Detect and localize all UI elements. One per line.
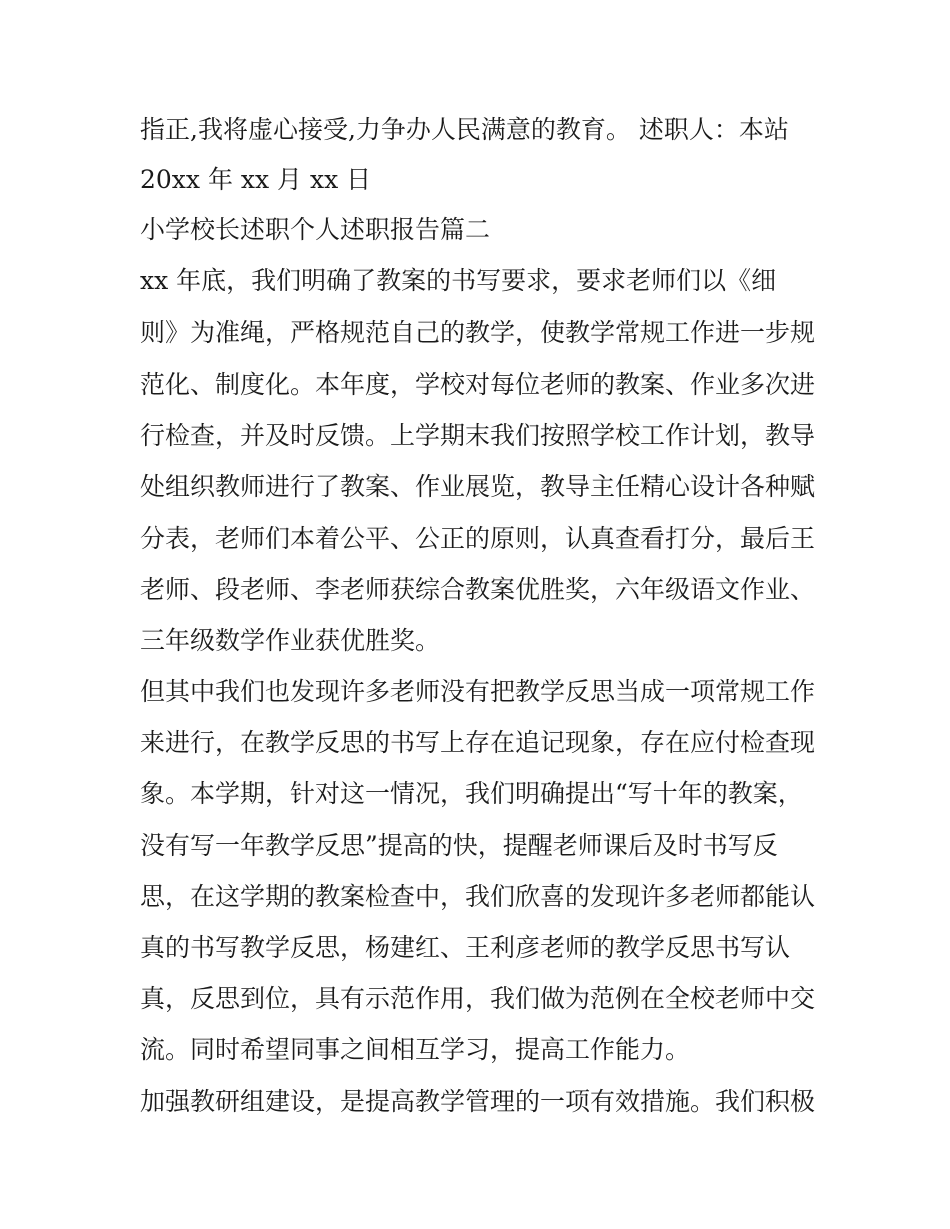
text-line: 流。同时希望同事之间相互学习，提高工作能力。: [140, 1035, 691, 1064]
text-line: 老师、段老师、李老师获综合教案优胜奖，六年级语文作业、: [140, 575, 816, 604]
text-line: 范化、制度化。本年度，学校对每位老师的教案、作业多次进: [140, 370, 816, 399]
text-line: 加强教研组建设，是提高教学管理的一项有效措施。我们积极: [140, 1087, 816, 1116]
text-line-closing: 指正,我将虚心接受,力争办人民满意的教育。 述职人：本站: [140, 115, 789, 144]
section-heading: 小学校长述职个人述职报告篇二: [140, 215, 491, 244]
text-line: 思，在这学期的教案检查中，我们欣喜的发现许多老师都能认: [140, 882, 816, 911]
text-line-date: 20xx 年 xx 月 xx 日: [140, 165, 372, 194]
text-line: 象。本学期，针对这一情况，我们明确提出“写十年的教案，: [140, 779, 803, 808]
text-line: 分表，老师们本着公平、公正的原则，认真查看打分，最后王: [140, 524, 816, 553]
text-line: xx 年底，我们明确了教案的书写要求，要求老师们以《细: [140, 266, 777, 295]
text-line: 行检查，并及时反馈。上学期末我们按照学校工作计划，教导: [140, 421, 816, 450]
text-line: 三年级数学作业获优胜奖。: [140, 626, 441, 655]
text-line: 真的书写教学反思，杨建红、王利彦老师的教学反思书写认: [140, 933, 791, 962]
text-line: 没有写一年教学反思”提高的快，提醒老师课后及时书写反: [140, 831, 778, 860]
text-line: 则》为准绳，严格规范自己的教学，使教学常规工作进一步规: [140, 318, 816, 347]
text-line: 真，反思到位，具有示范作用，我们做为范例在全校老师中交: [140, 984, 816, 1013]
text-line: 但其中我们也发现许多老师没有把教学反思当成一项常规工作: [140, 677, 816, 706]
text-line: 处组织教师进行了教案、作业展览，教导主任精心设计各种赋: [140, 472, 816, 501]
text-line: 来进行，在教学反思的书写上存在追记现象，存在应付检查现: [140, 728, 816, 757]
